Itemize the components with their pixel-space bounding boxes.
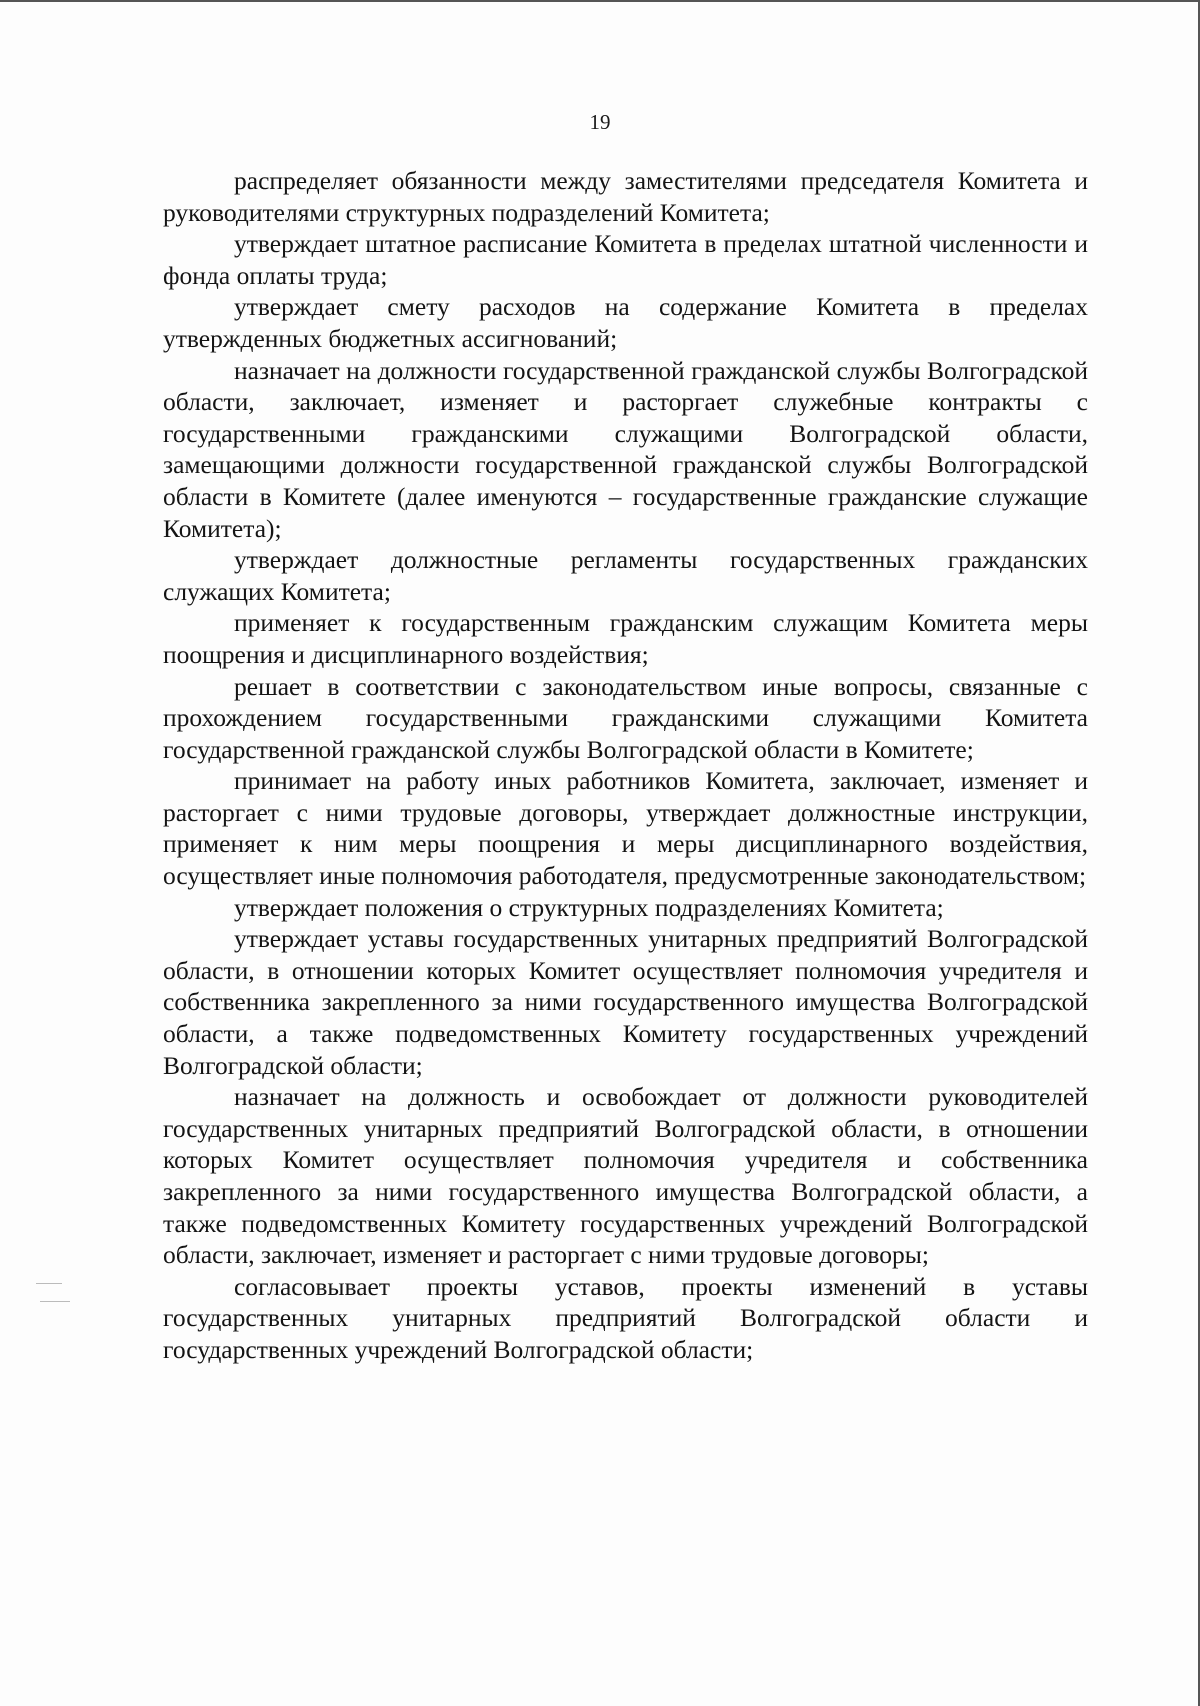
paragraph-appointments: назначает на должности государственной гражданской службы Волгоградской области, заключает, изменяет и расторгает служебные контракты с государственными гражданскими служащими Волгоградской области, замещающими должности государственной гражданской службы Волгоградской области в Комитете (далее именуются – государственные гражданские служащие Комитета);	[163, 355, 1088, 543]
page-number: 19	[589, 110, 611, 134]
paragraph-expense-estimate: утверждает смету расходов на содержание Комитета в пределах утвержденных бюджетных ассигнований;	[163, 292, 1088, 353]
paragraph-service-matters: решает в соответствии с законодательством иные вопросы, связанные с прохождением государственными гражданскими служащими Комитета государственной гражданской службы Волгоградской области в Комитете;	[163, 671, 1088, 764]
paragraph-structural-units: утверждает положения о структурных подразделениях Комитета;	[234, 892, 944, 922]
paragraph-charters-approval: утверждает уставы государственных унитарных предприятий Волгоградской области, в отношении которых Комитет осуществляет полномочия учредителя и собственника закрепленного за ними государственного имущества Волгоградской области, а также подведомственных Комитету государственных учреждений Волгоградской области;	[163, 924, 1088, 1080]
paragraph-heads-appointment: назначает на должность и освобождает от должности руководителей государственных унитарных предприятий Волгоградской области, в отношении которых Комитет осуществляет полномочия учредителя и собственника закрепленного за ними государственного имущества Волгоградской области, а также подведомственных Комитету государственных учреждений Волгоградской области, заключает, изменяет и расторгает с ними трудовые договоры;	[163, 1082, 1088, 1270]
paragraph-duties-distribution: распределяет обязанности между заместителями председателя Комитета и руководителями структурных подразделений Комитета;	[163, 166, 1088, 227]
paragraph-incentives-discipline: применяет к государственным гражданским служащим Комитета меры поощрения и дисциплинарного воздействия;	[163, 608, 1088, 669]
scan-margin-marks	[36, 1279, 76, 1309]
paragraph-other-employees: принимает на работу иных работников Комитета, заключает, изменяет и расторгает с ними трудовые договоры, утверждает должностные инструкции, применяет к ним меры поощрения и меры дисциплинарного воздействия, осуществляет иные полномочия работодателя, предусмотренные законодательством;	[163, 766, 1088, 891]
paragraph-staff-schedule: утверждает штатное расписание Комитета в пределах штатной численности и фонда оплаты труда;	[163, 229, 1088, 290]
paragraph-job-regulations: утверждает должностные регламенты государственных гражданских служащих Комитета;	[163, 545, 1088, 606]
paragraph-charter-drafts: согласовывает проекты уставов, проекты изменений в уставы государственных унитарных предприятий Волгоградской области и государственных учреждений Волгоградской области;	[163, 1271, 1088, 1364]
document-body	[163, 165, 1088, 1366]
